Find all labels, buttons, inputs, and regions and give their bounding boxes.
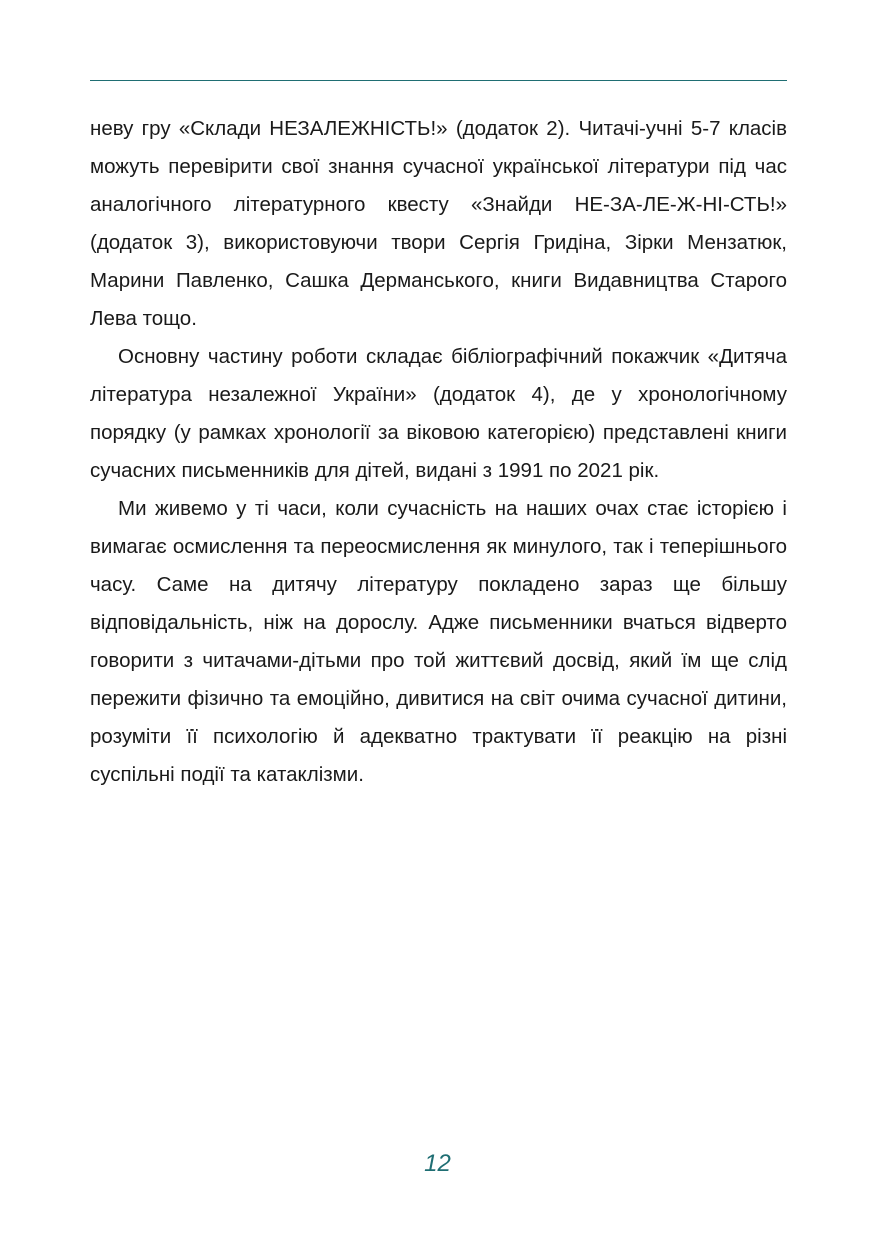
paragraph-modern-times: Ми живемо у ті часи, коли сучасність на наших очах стає історією і вимагає осмислення та переосмислення як минулого, так і теперішнього часу. Саме на дитячу літературу покладено зараз ще більшу відповідальність, ніж на дорослу. Адже письменники вчаться відверто говорити з читачами-дітьми про той життєвий досвід, який їм ще слід пережити фізично та емоційно, дивитися на світ очима сучасної дитини, розуміти її психологію й адекватно трактувати її реакцію на різні суспільні події та катаклізми.	[90, 497, 787, 786]
paragraph-continuation: неву гру «Склади НЕЗАЛЕЖНІСТЬ!» (додаток 2). Читачі-учні 5-7 класів можуть перевірити свої знання сучасної української літератури під час аналогічного літературного квесту «Знайди НЕ-ЗА-ЛЕ-Ж-НІ-СТЬ!» (додаток 3), використовуючи твори Сергія Гридіна, Зірки Мензатюк, Марини Павленко, Сашка Дерманського, книги Видавництва Старого Лева тощо.	[90, 117, 787, 330]
paragraph-bibliography: Основну частину роботи складає бібліографічний покажчик «Дитяча література незалежної України» (додаток 4), де у хронологічному порядку (у рамках хронології за віковою категорією) представлені книги сучасних письменників для дітей, видані з 1991 по 2021 рік.	[90, 345, 787, 482]
header-rule	[90, 80, 787, 81]
body-text	[90, 110, 787, 794]
page-number: 12	[424, 1150, 451, 1177]
